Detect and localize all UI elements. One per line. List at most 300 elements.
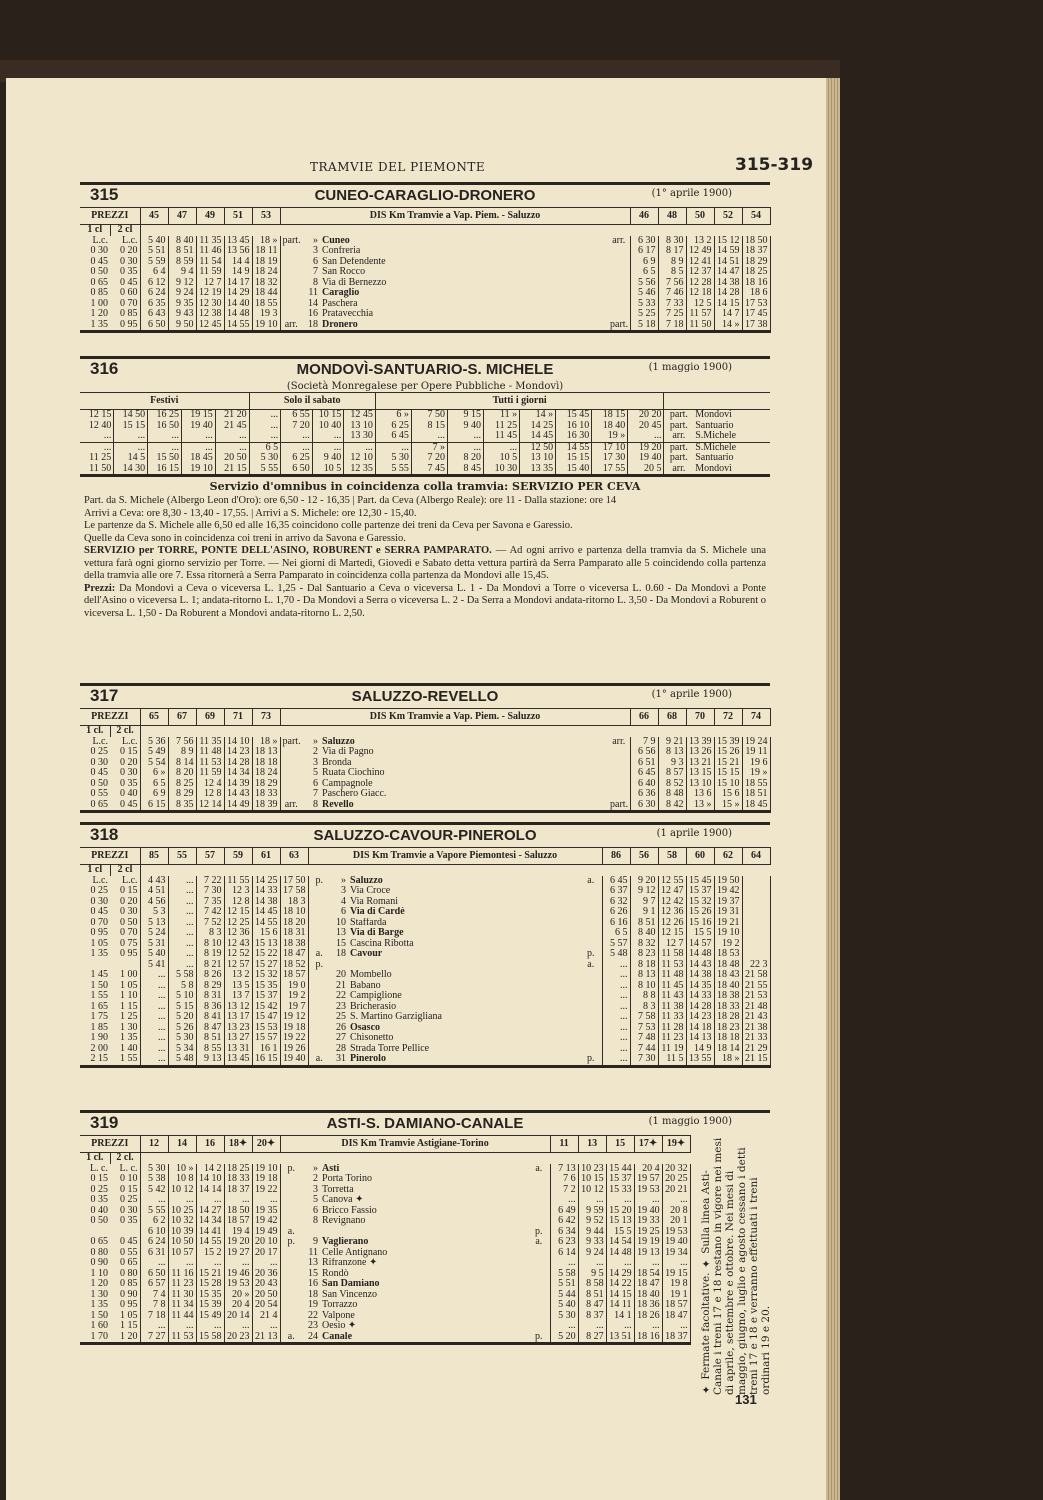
time-cell: 19 53 [634,1185,662,1196]
section-317 [80,683,770,813]
time-cell: 19 27 [224,1248,252,1259]
price-1cl: 0 30 [90,896,108,907]
section-title: SALUZZO-CAVOUR-PINEROLO [313,827,537,844]
price-1cl: 0 50 [90,267,108,277]
time-cell: 18 57 [280,970,308,981]
train-number: 85 [140,848,168,865]
stop-marker [608,267,630,278]
time-cell: 14 29 [606,1269,634,1280]
time-cell: 6 43 [140,309,168,320]
time-cell: 6 24 [140,288,168,299]
price-1cl: 1 55 [90,991,108,1001]
time-cell: 14 57 [686,939,714,950]
stop-marker [580,939,602,950]
header-sabato: Solo il sabato [249,393,375,410]
time-cell: 8 37 [578,1311,606,1322]
time-cell: 5 41 [140,960,168,971]
note-paragraph [84,545,766,583]
time-cell: 15 21 [196,1269,224,1280]
km-cell: 31 [330,1054,348,1066]
stop-marker: a. [287,1226,295,1237]
time-cell: 8 3 [196,928,224,939]
section-number: 319 [90,1113,119,1132]
time-cell: 7 4 [140,1290,168,1301]
time-cell: 18 38 [714,991,742,1002]
time-cell: 18 40 [714,981,742,992]
time-cell: 19 33 [634,1216,662,1227]
train-number: 16 [196,1136,224,1153]
time-cell: 13 » [686,800,714,812]
price-2cl: 1 05 [110,981,140,992]
station-name: Ruata Ciochino [322,768,385,778]
time-cell: 5 25 [630,309,658,320]
time-cell: 14 28 [224,758,252,769]
price-1cl: 1 90 [90,1033,108,1043]
train-number: 53 [252,208,280,225]
class-label: 1 cl. [80,1153,110,1164]
time-cell: 5 38 [140,1174,168,1185]
time-cell: 19 40 [181,421,215,432]
table-row [80,939,770,950]
station-name: Paschero Giacc. [322,789,387,799]
station-name: Cuneo [322,235,350,246]
table-row [80,1258,690,1269]
time-cell: 19 34 [662,1248,690,1259]
time-cell: 19 37 [714,897,742,908]
stop-marker [608,246,630,257]
time-cell: 14 28 [714,288,742,299]
stop-marker [528,1311,550,1322]
station-name: Santuario [695,453,734,463]
time-cell: 15 42 [252,1002,280,1013]
time-cell: 20 50 [252,1290,280,1301]
time-cell: 10 57 [168,1248,196,1259]
km-cell: 20 [336,970,347,980]
time-cell: 6 25 [375,421,411,432]
time-cell: 13 31 [224,1044,252,1055]
time-cell: 19 » [742,768,770,779]
station-name: Babano [350,980,381,991]
time-cell: 20 43 [252,1279,280,1290]
time-cell: 8 26 [196,970,224,981]
time-cell: 18 48 [714,960,742,971]
stop-marker: part. [669,420,688,431]
time-cell: 15 58 [196,1332,224,1344]
km-cell: 24 [302,1332,320,1344]
station-name: Confreria [322,246,361,256]
stop-marker: p. [580,949,602,960]
train-number: 58 [658,848,686,865]
time-cell: 14 9 [686,1044,714,1055]
time-cell: 18 3 [280,897,308,908]
price-1cl: 0 70 [90,917,108,928]
time-cell: 19 0 [280,981,308,992]
time-cell: 19 50 [714,876,742,887]
time-cell: 14 45 [520,431,556,442]
table-row [80,897,770,908]
time-cell: 20 36 [252,1269,280,1280]
km-cell: 10 [336,917,347,928]
time-cell: 10 15 [312,410,344,421]
time-cell: 18 52 [280,960,308,971]
time-cell: 18 47 [662,1311,690,1322]
time-cell: 15 40 [556,464,592,476]
price-2cl: 1 55 [110,1054,140,1066]
time-cell: 8 41 [196,1012,224,1023]
km-cell: 13 [308,1258,319,1268]
table-row [80,1269,690,1280]
dis-label: DIS [341,1137,359,1149]
time-cell: 7 45 [411,464,447,476]
price-2cl: 1 30 [110,1023,140,1034]
time-cell: 6 12 [140,278,168,289]
km-cell: 2 [313,747,319,757]
time-cell: 13 10 [686,779,714,790]
time-cell: 18 16 [634,1332,662,1344]
table-row [80,1311,690,1322]
time-cell: 19 53 [224,1279,252,1290]
time-cell: 5 3 [140,907,168,918]
km-cell [302,1227,320,1238]
time-cell: 18 37 [742,246,770,257]
time-cell: ... [634,1258,662,1269]
time-cell: 17 53 [742,299,770,310]
stop-marker: p. [315,875,324,886]
station-name: Staffarda [350,917,387,928]
prezzi-header: PREZZI [80,709,140,726]
price-1cl: 1 65 [90,1001,108,1012]
price-2cl: 0 35 [110,779,140,790]
time-cell: ... [484,442,520,453]
station-name: San Damiano [322,1279,380,1289]
table-row [80,876,770,887]
price-1cl: 0 50 [90,1216,108,1226]
price-1cl: 0 65 [90,277,108,288]
train-number: 60 [686,848,714,865]
time-cell: 20 50 [215,453,249,464]
time-cell: ... [168,897,196,908]
time-cell: 7 18 [140,1311,168,1322]
table-row [80,431,770,442]
time-cell: 21 29 [742,1044,770,1055]
time-cell: 11 44 [168,1311,196,1322]
table-row [80,1012,770,1023]
train-number: 65 [140,709,168,726]
price-2cl: 0 35 [110,267,140,278]
stop-marker [528,1216,550,1227]
time-cell: 8 57 [658,768,686,779]
price-1cl: L.c. [92,875,108,886]
time-cell: ... [602,1012,630,1023]
time-cell: 20 32 [662,1164,690,1175]
time-cell: ... [249,410,281,421]
stop-marker [528,1269,550,1280]
time-cell: 14 40 [224,299,252,310]
time-cell: 8 52 [658,779,686,790]
time-cell: 18 10 [280,907,308,918]
time-cell: ... [168,939,196,950]
price-1cl: 0 45 [90,907,108,917]
price-2cl: 1 10 [110,991,140,1002]
time-cell: 7 30 [196,886,224,897]
km-cell: 22 [308,1310,319,1321]
time-cell: 19 22 [252,1185,280,1196]
km-cell: 3 [313,246,319,256]
price-2cl: 0 30 [110,907,140,918]
time-cell: 18 51 [742,789,770,800]
station-name [320,1227,528,1238]
station-name: Via di Cardè [350,907,405,917]
km-cell: 4 [341,896,347,907]
table-row [80,1279,690,1290]
km-label: Km [372,849,389,861]
time-cell: 10 30 [484,464,520,476]
dis-label: DIS [352,849,370,861]
time-cell: 14 22 [606,1279,634,1290]
stop-marker [580,897,602,908]
time-cell: 11 25 [484,421,520,432]
train-number: 15 [606,1136,634,1153]
train-number: 11 [550,1136,578,1153]
timetable [80,1135,691,1345]
time-cell: 8 20 [447,453,483,464]
train-number: 12 [140,1136,168,1153]
time-cell: 7 52 [196,918,224,929]
time-cell: 14 43 [224,789,252,800]
time-cell: ... [602,991,630,1002]
time-cell: 17 58 [280,886,308,897]
km-cell: 26 [336,1022,347,1033]
company-header [308,848,602,865]
station-name: Strada Torre Pellice [350,1043,430,1054]
price-1cl: 0 15 [90,1174,108,1184]
price-1cl: 0 55 [90,789,108,799]
time-cell: 15 6 [714,789,742,800]
time-cell: 18 47 [280,949,308,960]
time-cell: 9 15 [447,410,483,421]
km-cell: 3 [313,1184,319,1195]
time-cell: ... [281,431,313,442]
time-cell: 18 36 [634,1300,662,1311]
stop-marker: arr. [672,431,686,441]
table-row [80,960,770,971]
time-cell: 15 33 [606,1185,634,1196]
class-label: 1 cl. [80,726,110,737]
prezzi-header: PREZZI [80,208,140,225]
time-cell: ... [634,1321,662,1332]
km-cell: 8 [313,277,319,288]
time-cell [742,949,770,960]
price-2cl: L.c. [110,236,140,247]
time-cell: 14 9 [224,267,252,278]
time-cell: 15 45 [686,876,714,887]
stop-marker [580,1023,602,1034]
time-cell: 14 18 [686,1023,714,1034]
time-cell: 17 38 [742,320,770,332]
table-row [80,1300,690,1311]
time-cell: 18 29 [252,779,280,790]
station-name: Cascina Ribotta [350,938,414,949]
price-2cl: 0 30 [110,1206,140,1217]
price-2cl: L. c. [110,1164,140,1175]
table-row [80,800,770,812]
time-cell: 14 55 [196,1237,224,1248]
time-cell: 12 7 [196,278,224,289]
timetable [80,392,770,477]
time-cell: 6 26 [602,907,630,918]
time-cell: 14 2 [196,1164,224,1175]
km-cell: 28 [336,1043,347,1054]
stop-marker: a. [580,960,602,971]
time-cell: 12 10 [344,453,376,464]
time-cell: 10 39 [168,1227,196,1238]
time-cell: 6 30 [630,800,658,812]
station-name: Campiglione [350,991,402,1001]
time-cell: 6 2 [140,1216,168,1227]
time-cell: ... [140,1044,168,1055]
time-cell: 6 50 [140,1269,168,1280]
train-number: 13 [578,1136,606,1153]
table-row [80,267,770,278]
stop-marker: p. [580,1054,602,1066]
time-cell: 11 38 [658,1002,686,1013]
time-cell: 7 42 [196,907,224,918]
price-2cl: 0 45 [110,1237,140,1248]
time-cell: ... [252,1321,280,1332]
table-row [80,208,770,225]
time-cell: 18 11 [252,246,280,257]
time-cell: ... [140,1321,168,1332]
header-festivi: Festivi [80,393,249,410]
time-cell: ... [602,981,630,992]
time-cell: 8 18 [630,960,658,971]
stop-marker: part. [282,736,301,747]
time-cell: 12 35 [344,464,376,476]
time-cell: 11 34 [168,1300,196,1311]
price-2cl: 0 30 [110,257,140,268]
time-cell: 20 5 [628,464,664,476]
time-cell: 16 15 [252,1054,280,1066]
time-cell: 12 45 [196,320,224,332]
train-number: 72 [714,709,742,726]
time-cell: 14 55 [252,918,280,929]
time-cell: 7 18 [658,320,686,332]
note-heading: Prezzi: [84,582,116,594]
time-cell: 12 8 [224,897,252,908]
time-cell: ... [578,1258,606,1269]
time-cell: ... [168,1321,196,1332]
stop-marker [308,991,330,1002]
note-line: Part. da S. Michele (Albergo Leon d'Oro): ore 6,50 - 12 - 16,35 | Part. da Ceva (Albergo Reale): ore 11 - Dalla stazione: ore 14 [84,495,617,506]
time-cell: 19 40 [280,1054,308,1066]
km-cell: 15 [308,1268,319,1279]
time-cell: 10 » [168,1164,196,1175]
time-cell: 14 5 [114,453,148,464]
time-cell: ... [80,442,114,453]
price-1cl: 0 35 [90,1195,108,1205]
time-cell: 18 18 [252,758,280,769]
time-cell: 8 51 [168,246,196,257]
time-cell: 9 12 [168,278,196,289]
time-cell: 10 12 [168,1185,196,1196]
time-cell: 18 33 [252,789,280,800]
time-cell: 15 49 [196,1311,224,1322]
train-number: 47 [168,208,196,225]
time-cell: 4 56 [140,897,168,908]
time-cell: 18 33 [714,1002,742,1013]
km-cell: » [313,736,319,747]
stop-marker: arr. [280,320,302,332]
prezzi-header: PREZZI [80,848,140,865]
time-cell: 12 14 [196,800,224,812]
table-row [80,1195,690,1206]
section-title: SALUZZO-REVELLO [351,688,499,705]
time-cell: 13 30 [344,431,376,442]
price-2cl: 0 45 [110,278,140,289]
stop-marker [608,789,630,800]
train-number: 57 [196,848,224,865]
class-label: 2 cl. [110,726,140,737]
time-cell: 17 10 [592,442,628,453]
km-cell: 11 [308,1247,319,1258]
table-row [80,789,770,800]
stop-marker [580,918,602,929]
time-cell: 8 40 [168,236,196,247]
company-header [280,1136,550,1153]
stop-marker [528,1279,550,1290]
price-1cl: 1 05 [90,938,108,949]
time-cell: 6 50 [281,464,313,476]
time-cell: 5 40 [140,949,168,960]
time-cell: 14 14 [196,1185,224,1196]
time-cell: 15 32 [252,970,280,981]
time-cell: 12 43 [224,939,252,950]
price-1cl: L.c. [92,235,108,246]
stop-marker [280,1311,302,1322]
stop-marker [280,1195,302,1206]
train-number: 51 [224,208,252,225]
time-cell: 5 51 [140,246,168,257]
table-row [80,918,770,929]
table-row [80,236,770,247]
km-cell: 25 [336,1012,347,1022]
time-cell: 7 8 [140,1300,168,1311]
station-name: Porta Torino [322,1174,372,1184]
header-blank [664,393,770,410]
time-cell: 10 23 [578,1164,606,1175]
time-cell: 5 34 [168,1044,196,1055]
stop-marker [528,1174,550,1185]
time-cell: 19 12 [280,1012,308,1023]
station-name: Torrazzo [322,1300,358,1310]
time-cell: 6 37 [602,886,630,897]
station-name: Pinerolo [348,1054,580,1066]
time-cell: 14 33 [252,886,280,897]
time-cell: 19 46 [224,1269,252,1280]
section-title: MONDOVÌ-SANTUARIO-S. MICHELE [296,361,554,378]
price-2cl: 1 05 [110,1311,140,1322]
price-1cl: 1 30 [90,1289,108,1300]
stop-marker [308,1033,330,1044]
time-cell: 21 48 [742,1002,770,1013]
price-2cl: 1 20 [110,1332,140,1344]
train-number: 14 [168,1136,196,1153]
time-cell: 14 27 [196,1206,224,1217]
time-cell: 14 » [714,320,742,332]
time-cell: 12 55 [658,876,686,887]
time-cell: 14 35 [686,981,714,992]
time-cell: 9 4 [168,267,196,278]
